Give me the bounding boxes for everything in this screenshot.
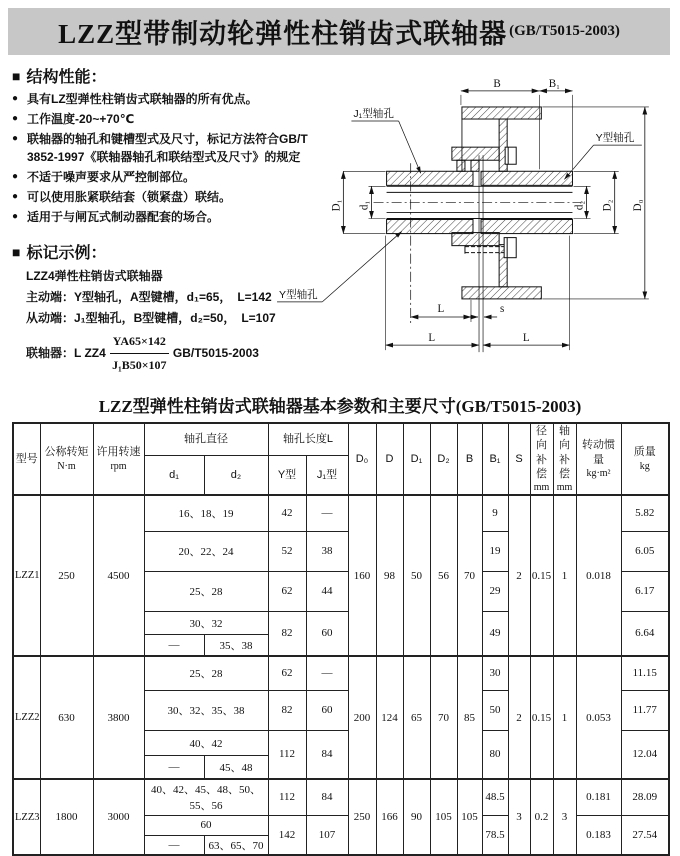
cell-model: LZZ2 [13,656,40,779]
marking-line: 主动端：Y型轴孔，A型键槽，d₁=65， L=142 [26,290,272,304]
cell-B: 105 [457,779,482,855]
col-header-S: S [508,423,530,495]
cell-B1: 49 [482,611,508,656]
col-header-d2: d₂ [204,455,268,495]
cell-axial: 1 [553,656,576,779]
cell-j1-length: 107 [306,815,348,855]
cell-y-length: 112 [268,730,306,779]
cell-D1: 65 [403,656,430,779]
cell-speed: 4500 [93,495,144,656]
spec-table [12,422,670,856]
cell-B: 70 [457,495,482,656]
cell-bore-d2: 45、48 [204,755,268,779]
fraction-numerator: YA65×142 [110,331,169,354]
section-geometry [387,107,573,299]
header-unit: rpm [110,460,127,472]
cell-mass: 28.09 [621,779,669,815]
cell-mass: 6.17 [621,571,669,611]
col-header-axial-comp [553,423,576,495]
bullet-icon: ● [12,113,19,124]
cell-inertia: 0.018 [576,495,621,656]
dim-label-B1: B₁ [548,77,561,90]
header-unit: mm [556,482,573,494]
cell-model: LZZ3 [13,779,40,855]
cell-torque: 250 [40,495,93,656]
col-header-D1: D₁ [403,423,430,495]
header-text: 轴向 [559,425,570,452]
header-unit: N·m [57,460,76,472]
col-header-radial-comp [530,423,553,495]
header-text: 质量 [633,446,656,459]
cell-bores: 25、28 [144,656,268,690]
square-bullet-icon: ■ [12,243,21,260]
cell-inertia: 0.183 [576,815,621,855]
cell-B1: 19 [482,531,508,571]
cell-j1-length: 60 [306,611,348,656]
marking-line: 从动端：J₁型轴孔，B型键槽，d₂=50， L=107 [26,311,276,325]
cell-radial: 0.15 [530,656,553,779]
header-text: 许用转速 [96,446,141,459]
title-banner [8,8,670,55]
col-header-D0: D₀ [348,423,376,495]
col-header-B: B [457,423,482,495]
col-header-torque [40,423,93,495]
cell-bore-d1: — [144,634,204,656]
marking-line: LZZ4弹性柱销齿式联轴器 [26,269,163,283]
header-text: 公称转矩 [44,446,89,459]
bullet-text: 可以使用胀紧联结套（锁紧盘）联结。 [27,190,232,204]
cell-mass: 12.04 [621,730,669,779]
cell-j1-length: 60 [306,690,348,730]
cell-bore-d1: — [144,835,204,855]
header-unit: kg·m² [586,467,611,479]
designation-fraction [110,331,169,376]
cell-B1: 30 [482,656,508,690]
formula-label: 联轴器：L ZZ4 [26,346,106,360]
col-header-speed [93,423,144,495]
bullet-text: 具有LZ型弹性柱销齿式联轴器的所有优点。 [27,92,258,106]
cell-radial: 0.2 [530,779,553,855]
cell-B1: 9 [482,495,508,531]
page-title: LZZ型带制动轮弹性柱销齿式联轴器 [58,19,508,49]
bullet-icon: ● [12,133,19,144]
cell-mass: 11.15 [621,656,669,690]
dim-label-D2: D₂ [601,199,614,212]
bullet-text: 不适于噪声要求从严控制部位。 [27,170,196,184]
cell-D1: 90 [403,779,430,855]
col-header-B1: B₁ [482,423,508,495]
cell-D0: 160 [348,495,376,656]
cell-torque: 1800 [40,779,93,855]
bullet-icon: ● [12,211,19,222]
header-unit: kg [639,460,650,472]
bullet-icon: ● [12,93,19,104]
cell-y-length: 142 [268,815,306,855]
header-text: 补偿 [559,453,570,480]
cell-y-length: 112 [268,779,306,815]
cell-B: 85 [457,656,482,779]
cell-j1-length: 84 [306,730,348,779]
cell-B1: 80 [482,730,508,779]
cell-B1: 29 [482,571,508,611]
cell-B1: 78.5 [482,815,508,855]
callout-y-hole-left: Y型轴孔 [279,288,318,301]
dim-label-D0: D₀ [631,199,644,212]
cell-mass: 5.82 [621,495,669,531]
cell-y-length: 82 [268,690,306,730]
cell-bores: 30、32、35、38 [144,690,268,730]
cell-B1: 48.5 [482,779,508,815]
cell-S: 2 [508,495,530,656]
dim-label-B: B [493,77,501,90]
marking-heading-label: 标记示例： [26,245,107,262]
cell-D2: 70 [430,656,457,779]
cell-torque: 630 [40,656,93,779]
cell-axial: 3 [553,779,576,855]
cell-mass: 6.05 [621,531,669,571]
col-header-D: D [376,423,403,495]
col-header-bore-diameter: 轴孔直径 [144,423,268,455]
cell-bores: 60 [144,815,268,835]
bullet-text: 工作温度-20~+70℃ [27,112,135,126]
col-header-mass [621,423,669,495]
coupling-drawing [268,58,680,376]
cell-inertia: 0.053 [576,656,621,779]
cell-y-length: 52 [268,531,306,571]
dim-label-D1: D₁ [330,199,343,212]
cell-bores: 25、28 [144,571,268,611]
dim-label-L-left: L [428,332,436,345]
cell-y-length: 62 [268,656,306,690]
header-text: 补偿 [536,453,547,480]
dim-label-L-right: L [522,332,530,345]
cell-bores: 16、18、19 [144,495,268,531]
cell-bores: 20、22、24 [144,531,268,571]
dim-label-L-inner: L [437,302,445,315]
cell-mass: 6.64 [621,611,669,656]
callout-j1-hole: J₁型轴孔 [353,108,394,121]
cell-D2: 56 [430,495,457,656]
dim-label-s: s [499,302,505,315]
cell-j1-length: — [306,495,348,531]
header-text: 径向 [536,425,547,452]
col-header-j1-type: J₁型 [306,455,348,495]
bullet-icon: ● [12,171,19,182]
cell-mass: 11.77 [621,690,669,730]
cell-D2: 105 [430,779,457,855]
performance-heading-label: 结构性能： [26,69,107,86]
callout-y-hole-right: Y型轴孔 [595,132,635,145]
standard-number: (GB/T5015-2003) [509,23,620,39]
header-text: 转动惯量 [582,439,615,466]
cell-D: 166 [376,779,403,855]
cell-mass: 27.54 [621,815,669,855]
dim-label-d1: d₁ [358,200,371,211]
col-header-d1: d₁ [144,455,204,495]
bullet-text: 适用于与闸瓦式制动器配套的场合。 [27,210,220,224]
cell-D0: 250 [348,779,376,855]
cell-bores: 30、32 [144,611,268,634]
header-unit: mm [533,482,550,494]
fraction-denominator: J₁B50×107 [112,358,167,372]
cell-speed: 3000 [93,779,144,855]
cell-bore-d2: 63、65、70 [204,835,268,855]
cell-radial: 0.15 [530,495,553,656]
cell-D: 124 [376,656,403,779]
col-header-y-type: Y型 [268,455,306,495]
dimension-lines [343,91,644,345]
cell-axial: 1 [553,495,576,656]
cell-j1-length: — [306,656,348,690]
table-title: LZZ型弹性柱销齿式联轴器基本参数和主要尺寸(GB/T5015-2003) [98,397,582,416]
cell-y-length: 62 [268,571,306,611]
cell-S: 3 [508,779,530,855]
cell-speed: 3800 [93,656,144,779]
cell-y-length: 82 [268,611,306,656]
cell-D0: 200 [348,656,376,779]
cell-S: 2 [508,656,530,779]
cell-j1-length: 44 [306,571,348,611]
bullet-text: 联轴器的轴孔和键槽型式及尺寸，标记方法符合GB/T 3852-1997《联轴器轴孔和联结型式及尺寸》的规定 [27,132,308,164]
cell-bore-d2: 35、38 [204,634,268,656]
formula-suffix: GB/T5015-2003 [172,346,259,360]
cell-B1: 50 [482,690,508,730]
cell-model: LZZ1 [13,495,40,656]
cell-D: 98 [376,495,403,656]
col-header-bore-length: 轴孔长度L [268,423,348,455]
cell-j1-length: 38 [306,531,348,571]
cell-inertia: 0.181 [576,779,621,815]
dim-label-d2: d₂ [573,200,586,211]
bullet-icon: ● [12,191,19,202]
cell-D1: 50 [403,495,430,656]
cell-bore-d1: — [144,755,204,779]
cell-y-length: 42 [268,495,306,531]
cell-bores: 40、42 [144,730,268,755]
col-header-D2: D₂ [430,423,457,495]
cell-bores: 40、42、45、48、50、55、56 [144,779,268,815]
col-header-inertia [576,423,621,495]
cell-j1-length: 84 [306,779,348,815]
square-bullet-icon: ■ [12,67,21,84]
col-header-model: 型号 [13,423,40,495]
